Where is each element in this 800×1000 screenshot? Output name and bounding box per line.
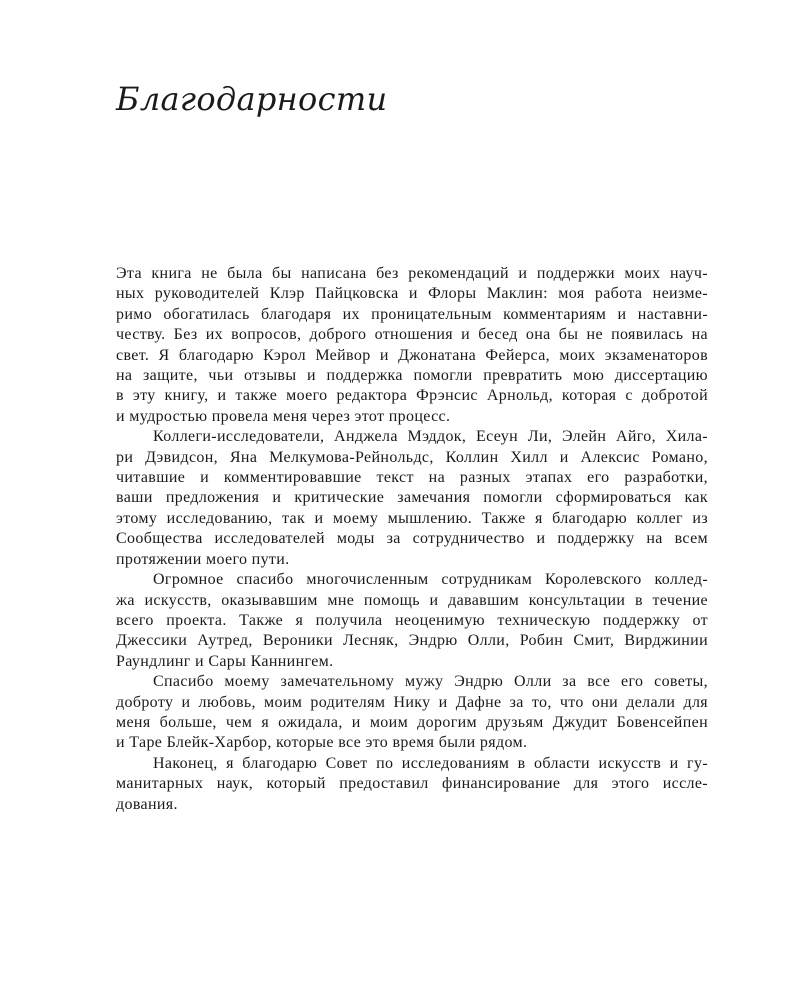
text-line: ри Дэвидсон, Яна Мелкумова-Рейнольдс, Коллин Хилл и Алексис Романо, xyxy=(116,448,708,466)
paragraph-2 xyxy=(116,427,708,570)
text-line: Раундлинг и Сары Каннингем. xyxy=(116,652,334,670)
acknowledgements-text xyxy=(116,264,708,815)
text-line: честву. Без их вопросов, доброго отношения и бесед она бы не появилась на xyxy=(116,326,708,344)
text-line: протяжении моего пути. xyxy=(116,550,290,568)
text-line: доброту и любовь, моим родителям Нику и Дафне за то, что они делали для xyxy=(116,693,708,711)
text-line: Спасибо моему замечательному мужу Эндрю Олли за все его советы, xyxy=(153,673,708,691)
text-line: ных руководителей Клэр Пайцковска и Флоры Маклин: моя работа неизме- xyxy=(116,285,708,303)
text-line: в эту книгу, и также моего редактора Фрэнсис Арнольд, которая с добротой xyxy=(116,387,708,405)
text-line: дования. xyxy=(116,795,178,813)
text-line: манитарных наук, который предоставил финансирование для этого иссле- xyxy=(116,775,708,793)
text-line: Эта книга не была бы написана без рекомендаций и поддержки моих науч- xyxy=(116,265,708,282)
text-line: римо обогатилась благодаря их проницательным комментариям и наставни- xyxy=(116,305,708,323)
text-line: читавшие и комментировавшие текст на разных этапах его разработки, xyxy=(116,469,708,487)
text-line: жа искусств, оказывавшим мне помощь и дававшим консультации в течение xyxy=(116,591,708,609)
text-line: всего проекта. Также я получила неоценимую техническую поддержку от xyxy=(116,611,708,629)
text-line: и мудростью провела меня через этот процесс. xyxy=(116,407,451,425)
paragraph-1 xyxy=(116,264,708,427)
paragraph-3 xyxy=(116,570,708,672)
text-line: меня больше, чем я ожидала, и моим дорогим друзьям Джудит Бовенсейпен xyxy=(116,713,708,731)
text-line: Коллеги-исследователи, Анджела Мэддок, Есеун Ли, Элейн Айго, Хила- xyxy=(153,428,708,446)
text-line: на защите, чьи отзывы и поддержка помогли превратить мою диссертацию xyxy=(116,367,708,385)
text-line: Джессики Аутред, Вероники Лесняк, Эндрю Олли, Робин Смит, Вирджинии xyxy=(116,632,708,650)
text-line: Огромное спасибо многочисленным сотрудникам Королевского коллед- xyxy=(153,571,708,589)
text-line: Наконец, я благодарю Совет по исследованиям в области искусств и гу- xyxy=(153,754,708,772)
text-line: этому исследованию, так и моему мышлению. Также я благодарю коллег из xyxy=(116,509,708,527)
page-title: Благодарности xyxy=(116,80,388,118)
text-line: ваши предложения и критические замечания помогли сформироваться как xyxy=(116,489,708,507)
text-line: и Таре Блейк-Харбор, которые все это время были рядом. xyxy=(116,734,528,752)
paragraph-5 xyxy=(116,754,708,815)
paragraph-4 xyxy=(116,672,708,754)
text-line: свет. Я благодарю Кэрол Мейвор и Джонатана Фейерса, моих экзаменаторов xyxy=(116,346,708,364)
text-line: Сообщества исследователей моды за сотрудничество и поддержку на всем xyxy=(116,530,708,548)
